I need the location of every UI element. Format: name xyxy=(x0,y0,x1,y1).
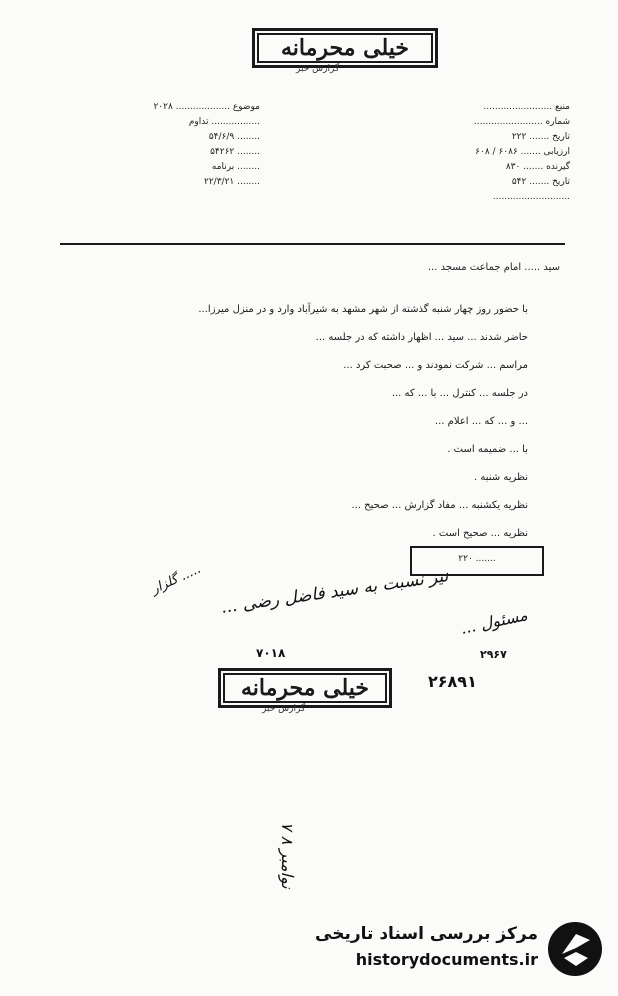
report-body xyxy=(88,296,528,548)
body-line: حاضر شدند ... سید ... اظهار داشته که در جلسه ... xyxy=(315,332,528,343)
classification-stamp-bottom: خیلی محرمانه xyxy=(218,668,392,708)
meta-right-line: ........................... xyxy=(492,192,570,202)
body-line: با حضور روز چهار شنبه گذشته از شهر مشهد به شیرآباد وارد و در منزل میرزا... xyxy=(198,304,528,315)
meta-right-line: تاریخ ....... ۲۲۲ xyxy=(511,132,570,142)
registration-number-c: ۲۹۶۷ xyxy=(480,648,507,661)
body-line: مراسم ... شرکت نمودند و ... صحبت کرد ... xyxy=(343,360,528,371)
meta-left-line: ................. تداوم xyxy=(188,117,260,127)
handwritten-signature-side: ..... گلزار xyxy=(149,561,204,598)
stamp-top-subtitle: گزارش خبر xyxy=(296,64,340,74)
classification-stamp-top: خیلی محرمانه xyxy=(252,28,438,68)
meta-left-column xyxy=(60,100,260,190)
meta-right-line: منبع ........................ xyxy=(483,102,570,112)
meta-right-line: ارزیابی ....... ۶۰۸۶ / ۶۰۸ xyxy=(475,147,570,157)
meta-left-line: ........ ۵۴/۶/۹ xyxy=(208,132,260,142)
handwritten-signature-main: نیز نسبت به سید فاضل رضی ... xyxy=(219,566,450,618)
body-line: ... و ... که ... اعلام ... xyxy=(434,416,528,427)
body-line: در جلسه ... کنترل ... با ... که ... xyxy=(391,388,528,399)
archive-title: مرکز بررسی اسناد تاریخی xyxy=(315,924,538,944)
meta-right-line: گیرنده ....... ۸۳۰ xyxy=(505,162,570,172)
body-line: با ... ضمیمه است . xyxy=(447,444,528,455)
meta-left-line: ........ ۵۴۲۶۲ xyxy=(210,147,260,157)
reference-box: ....... ۲۲۰ xyxy=(410,546,544,576)
body-line: نظریه شنبه . xyxy=(474,472,528,483)
registration-number-a: ۷۰۱۸ xyxy=(256,646,286,660)
meta-left-line: ........ ۲۲/۳/۲۱ xyxy=(204,177,260,187)
body-line: نظریه ... صحیح است . xyxy=(432,528,528,539)
meta-right-line: تاریخ ....... ۵۴۲ xyxy=(511,177,570,187)
handwritten-signature-right: مسئول ... xyxy=(458,605,530,638)
stamp-bottom-subtitle: گزارش خبر xyxy=(262,704,306,714)
meta-right-column xyxy=(370,100,570,205)
meta-right-line: شماره ........................ xyxy=(473,117,570,127)
meta-left-line: موضوع ................... ۲۰۲۸ xyxy=(153,102,260,112)
registration-number-b: ۲۶۸۹۱ xyxy=(428,672,477,691)
archive-url: historydocuments.ir xyxy=(355,950,538,969)
subject-line: سید ..... امام جماعت مسجد ... xyxy=(427,262,560,273)
archive-watermark xyxy=(315,920,604,986)
archive-logo-icon xyxy=(546,920,604,978)
header-divider xyxy=(60,243,565,245)
body-line: نظریه یکشنبه ... مفاد گزارش ... صحیح ... xyxy=(351,500,528,511)
meta-left-line: ........ برنامه xyxy=(211,162,260,172)
vertical-handwritten-note: ۷ نوامبر ۸ xyxy=(278,822,297,889)
